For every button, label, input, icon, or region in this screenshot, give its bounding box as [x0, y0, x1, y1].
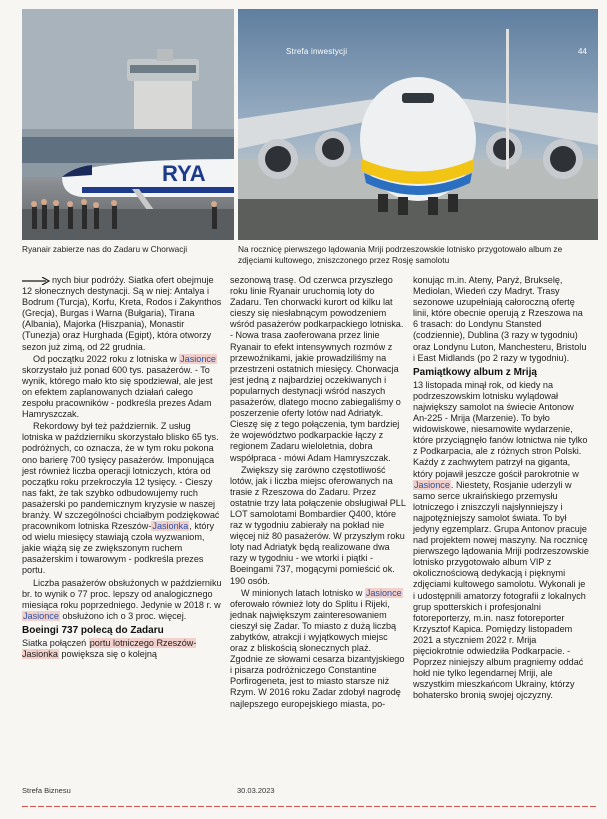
text: Rekordowy był też październik. Z usług lotniska w październiku skorzystało blisko 65 tys. podróżnych, co oznacza, że w tym roku pokona ono barierę 700 tysięcy pasażerów. Imponująca jest również liczba operacji lotniczych, która od początku roku przekroczyła 12 tysięcy. - Cieszy nas fakt, że tak szybko odbudowujemy ruch pasażerski po pandemicznym kryzysie w naszej branży. W szczególności chciałbym podziękować pracownikom lotniska Rzeszów-: [22, 421, 220, 532]
airline-logo-text: RYA: [162, 161, 206, 186]
text: obsłużono ich o 3 proc. więcej.: [59, 610, 187, 621]
text: . Niestety, Rosjanie uderzyli w samo serce ukraińskiego przemysłu lotniczego i zniszczyli najsłynniejszy i najpotężniejszy samolot świata. To był jedyny egzemplarz. Grupa Antonov pracuje nad projektem nowej maszyny. Na rocznicę pierwszego lądowania Mriji podrzeszowskie lotnisko przygotowało album VIP z okolicznościową dedykacją i pięknymi zdjęciami kultowego samolotu. Wykonali je i udostępnili amatorzy fotografii z lokalnych grup spotterskich i profesjonalni fotoreporterzy, m.in. nasz fotoreporter Krzysztof Kapica. Pomiędzy listopadem 2021 a styczniem 2022 r. Mrija pięciokrotnie odwiedziła Podkarpacie. - Poprzez niniejszy album pragniemy oddać hołd nie tylko legendarnej Mriji, ale wszystkim mieszkańcom Ukrainy, którzy bohatersko bronią swojej ojczyzny.: [413, 479, 589, 701]
highlight-jasionka: Jasionce: [23, 610, 59, 621]
mriya-illustration: [238, 9, 598, 240]
paragraph: [22, 638, 222, 660]
article-column-1: [22, 275, 222, 661]
paragraph: [22, 275, 222, 353]
section-rubric: Strefa inwestycji: [286, 47, 348, 56]
text: W minionych latach lotnisko w: [241, 587, 365, 598]
text: powiększa się o kolejną: [58, 649, 157, 659]
arrow-right-icon: [22, 277, 50, 285]
section-heading: Pamiątkowy album z Mriją: [413, 366, 537, 378]
highlight-jasionka: Jasionka: [152, 521, 189, 532]
paragraph: [230, 588, 406, 710]
text: Liczba pasażerów obsłużonych w październiku br. to wynik o 77 proc. lepszy od analogicznego miesiąca roku poprzedniego. Jedynie w 2018 r. w: [22, 577, 222, 610]
footer-date: 30.03.2023: [237, 786, 275, 795]
dashed-divider: [22, 806, 598, 807]
photo-ryanair: [22, 9, 234, 240]
paragraph: [22, 421, 222, 576]
photo-mriya: [238, 9, 598, 240]
paragraph-text: nych biur podróży. Siatka ofert obejmuje 12 słonecznych destynacji. Są w niej: Antalya i Bodrum (Turcja), Korfu, Kreta, Rodos i Zakynthos (Grecja), Burgas i Warna (Bułgaria), Tirana (Albania), Majorka (Hiszpania), Monastir (Tunezja) oraz Hurghada (Egipt), która otworzy sezon już zimą, od 22 grudnia.: [22, 275, 222, 352]
text: skorzystało już ponad 600 tys. pasażerów. - To wynik, którego mało kto się spodziewał, ale jest on efektem zaplanowanych działań całego zespołu pracowników - podkreśla prezes Adam Hamryszczak.: [22, 364, 213, 420]
ryanair-illustration: [22, 9, 234, 240]
paragraph: [22, 354, 222, 421]
caption-right: Na rocznicę pierwszego lądowania Mriji podrzeszowskie lotnisko przygotowało album ze zdjęciami kultowego, zniszczonego przez Rosję samolotu: [238, 244, 563, 265]
footer-publication: Strefa Biznesu: [22, 786, 71, 795]
paragraph: [22, 578, 222, 622]
highlight-jasionka: Jasionce: [365, 587, 402, 598]
paragraph: sezonową trasę. Od czerwca przyszłego roku linie Ryanair uruchomią loty do Zadaru. Ten chorwacki kurort od kilku lat cieszy się niesłabnącym powodzeniem wśród pasażerów podkarpackiego lotniska. - Nowa trasa zaoferowana przez linie Ryanair to efekt intensywnych rozmów z przewoźnikami, jakie prowadziliśmy na przestrzeni ostatnich miesięcy. Chorwacja jest jedną z najbardziej oczekiwanych i popularnych destynacji wśród naszych pasażerów, dlatego mocno zabiegaliśmy o poszerzenie oferty lotów nad Adriatyk. Cieszę się z tego połączenia, tym bardziej że województwo podkarpackie łączy z regionem Zadaru wieloletnia, dobra współpraca - mówi Adam Hamryszczak.: [230, 275, 404, 463]
highlight-airport: portu lotniczego Rzeszów-Jasionka: [22, 637, 197, 659]
text: 13 listopada minął rok, od kiedy na podrzeszowskim lotnisku wylądował największy samolot na świecie Antonow An-225 - Mrija (Marzenie). To było widowiskowe, niesamowite wydarzenie, które przyciągnęło fanów lotnictwa nie tylko z Podkarpacia, ale z różnych stron Polski. Każdy z zachwytem patrzył na giganta, który pojawił jeszcze gościł parokrotnie w: [413, 379, 588, 479]
article-column-2: [230, 275, 406, 711]
paragraph: Zwiększy się zarówno częstotliwość lotów, jak i liczba miejsc oferowanych na trasie z Rzeszowa do Zadaru. Przez ostatnie trzy lata połączenie obsługiwał PLL LOT samolotami Bombardier Q400, które raz w tygodniu zabierały na pokład nie więcej niż 80 pasażerów. W przyszłym roku loty nad Adriatyk będą realizowane dwa razy w tygodniu - we wtorki i piątki - Boeingami 737, mogącymi pomieścić ok. 190 osób.: [230, 464, 406, 586]
text: Od początku 2022 roku z lotniska w: [33, 353, 180, 364]
highlight-jasionka: Jasionce: [414, 479, 450, 490]
paragraph: konując m.in. Ateny, Paryż, Brukselę, Mediolan, Wiedeń czy Madryt. Trasy sezonowe uzupełniają całoroczną ofertę linii, które obecnie operują z Rzeszowa na 6 trasach: do Londynu Stansted (codziennie), Dublina (3 razy w tygodniu) oraz Londynu Luton, Manchesteru, Bristolu i East Midlands (po 2 razy w tygodniu).: [413, 275, 587, 363]
text: oferowało również loty do Splitu i Rijeki, jednak największym zainteresowaniem cieszył się Zadar. To miasto z dużą liczbą zabytków, atrakcji i wyjątkowych miejsc oraz z bliskością słonecznych plaż. Zgodnie ze słowami cesarza bizantyjskiego i pisarza podróżniczego Constantine Porfirogeneta, jest to miasto starsze niż Rzym. W 2016 roku Zadar zdobył nagrodę najlepszego europejskiego miasta, po-: [230, 598, 405, 709]
page-number: 44: [578, 47, 587, 56]
text: Siatka połączeń: [22, 637, 89, 648]
text: , który od wielu miesięcy stawiają czoła wyzwaniom, jakie wiążą się ze zwiększonym ruchem pasażerskim i towarowym - podkreśla prezes portu.: [22, 521, 215, 576]
paragraph: [413, 380, 589, 702]
article-column-3: [413, 275, 589, 702]
section-heading: Boeingi 737 polecą do Zadaru: [22, 624, 164, 636]
highlight-jasionka: Jasionce: [180, 353, 216, 364]
caption-left: Ryanair zabierze nas do Zadaru w Chorwacji: [22, 244, 188, 254]
